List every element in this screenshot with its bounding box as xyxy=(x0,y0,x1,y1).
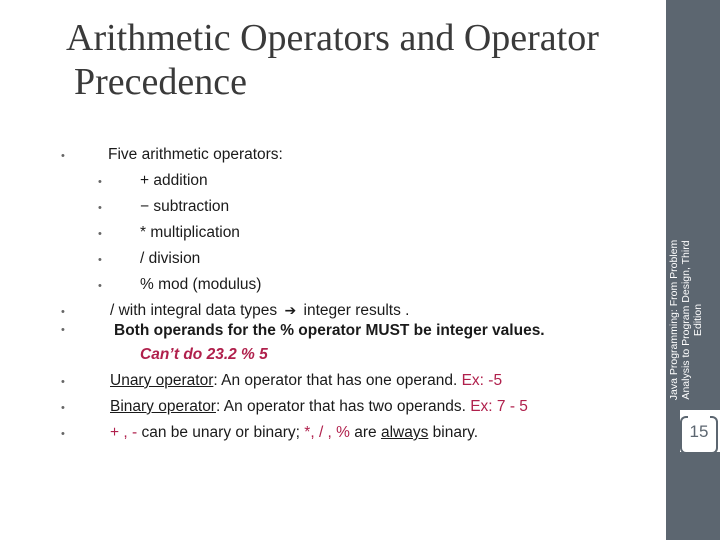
operator-item: + addition xyxy=(140,172,208,189)
binary-definition xyxy=(110,398,528,416)
binary-example: Ex: 7 - 5 xyxy=(470,398,528,415)
intro-text: Five arithmetic operators: xyxy=(108,146,283,163)
operator-item: * multiplication xyxy=(140,224,240,241)
title-line-1: Arithmetic Operators and Operator xyxy=(66,17,599,59)
arity-note-end: binary. xyxy=(428,424,479,441)
unary-term: Unary operator xyxy=(110,372,214,389)
bullet-icon: • xyxy=(61,306,65,318)
bullet-icon: • xyxy=(98,228,102,240)
bullet-icon: • xyxy=(61,324,65,336)
operator-item: / division xyxy=(140,250,201,267)
unary-example: Ex: -5 xyxy=(461,372,503,389)
unary-definition xyxy=(110,372,502,390)
mod-rule: Both operands for the % operator MUST be integer values. xyxy=(114,322,545,339)
binary-def: : An operator that has two operands. xyxy=(215,398,471,415)
integral-rule xyxy=(110,302,409,320)
unary-binary-ops: + , - xyxy=(110,424,138,441)
bullet-icon: • xyxy=(98,176,102,188)
bullet-icon: • xyxy=(61,402,65,414)
binary-only-ops: *, / , % xyxy=(304,424,350,441)
bullet-icon: • xyxy=(98,254,102,266)
integral-rule-left: / with integral data types xyxy=(110,302,278,319)
arrow-right-icon: ➔ xyxy=(284,302,297,318)
operator-item: % mod (modulus) xyxy=(140,276,262,293)
bullet-icon: • xyxy=(61,150,65,162)
unary-def: : An operator that has one operand. xyxy=(213,372,462,389)
bullet-icon: • xyxy=(61,428,65,440)
slide-title xyxy=(66,16,656,104)
arity-note-always: always xyxy=(380,424,429,441)
book-citation-line-3: Edition xyxy=(692,303,704,337)
binary-term: Binary operator xyxy=(110,398,216,415)
arity-note-are: are xyxy=(349,424,381,441)
page-number-badge xyxy=(680,410,720,452)
bullet-icon: • xyxy=(61,376,65,388)
book-citation xyxy=(668,225,704,415)
integral-rule-right: integer results . xyxy=(303,302,410,319)
title-line-2: Precedence xyxy=(74,61,247,103)
operator-arity-note xyxy=(110,424,478,442)
page-number: 15 xyxy=(689,422,709,441)
mod-example: Can’t do 23.2 % 5 xyxy=(140,346,268,363)
arity-note-text: can be unary or binary; xyxy=(137,424,305,441)
operator-item: − subtraction xyxy=(140,198,230,215)
book-citation-line-1: Java Programming: From Problem xyxy=(668,239,680,401)
book-citation-line-2: Analysis to Program Design, Third xyxy=(680,240,692,400)
bullet-icon: • xyxy=(98,280,102,292)
bullet-icon: • xyxy=(98,202,102,214)
